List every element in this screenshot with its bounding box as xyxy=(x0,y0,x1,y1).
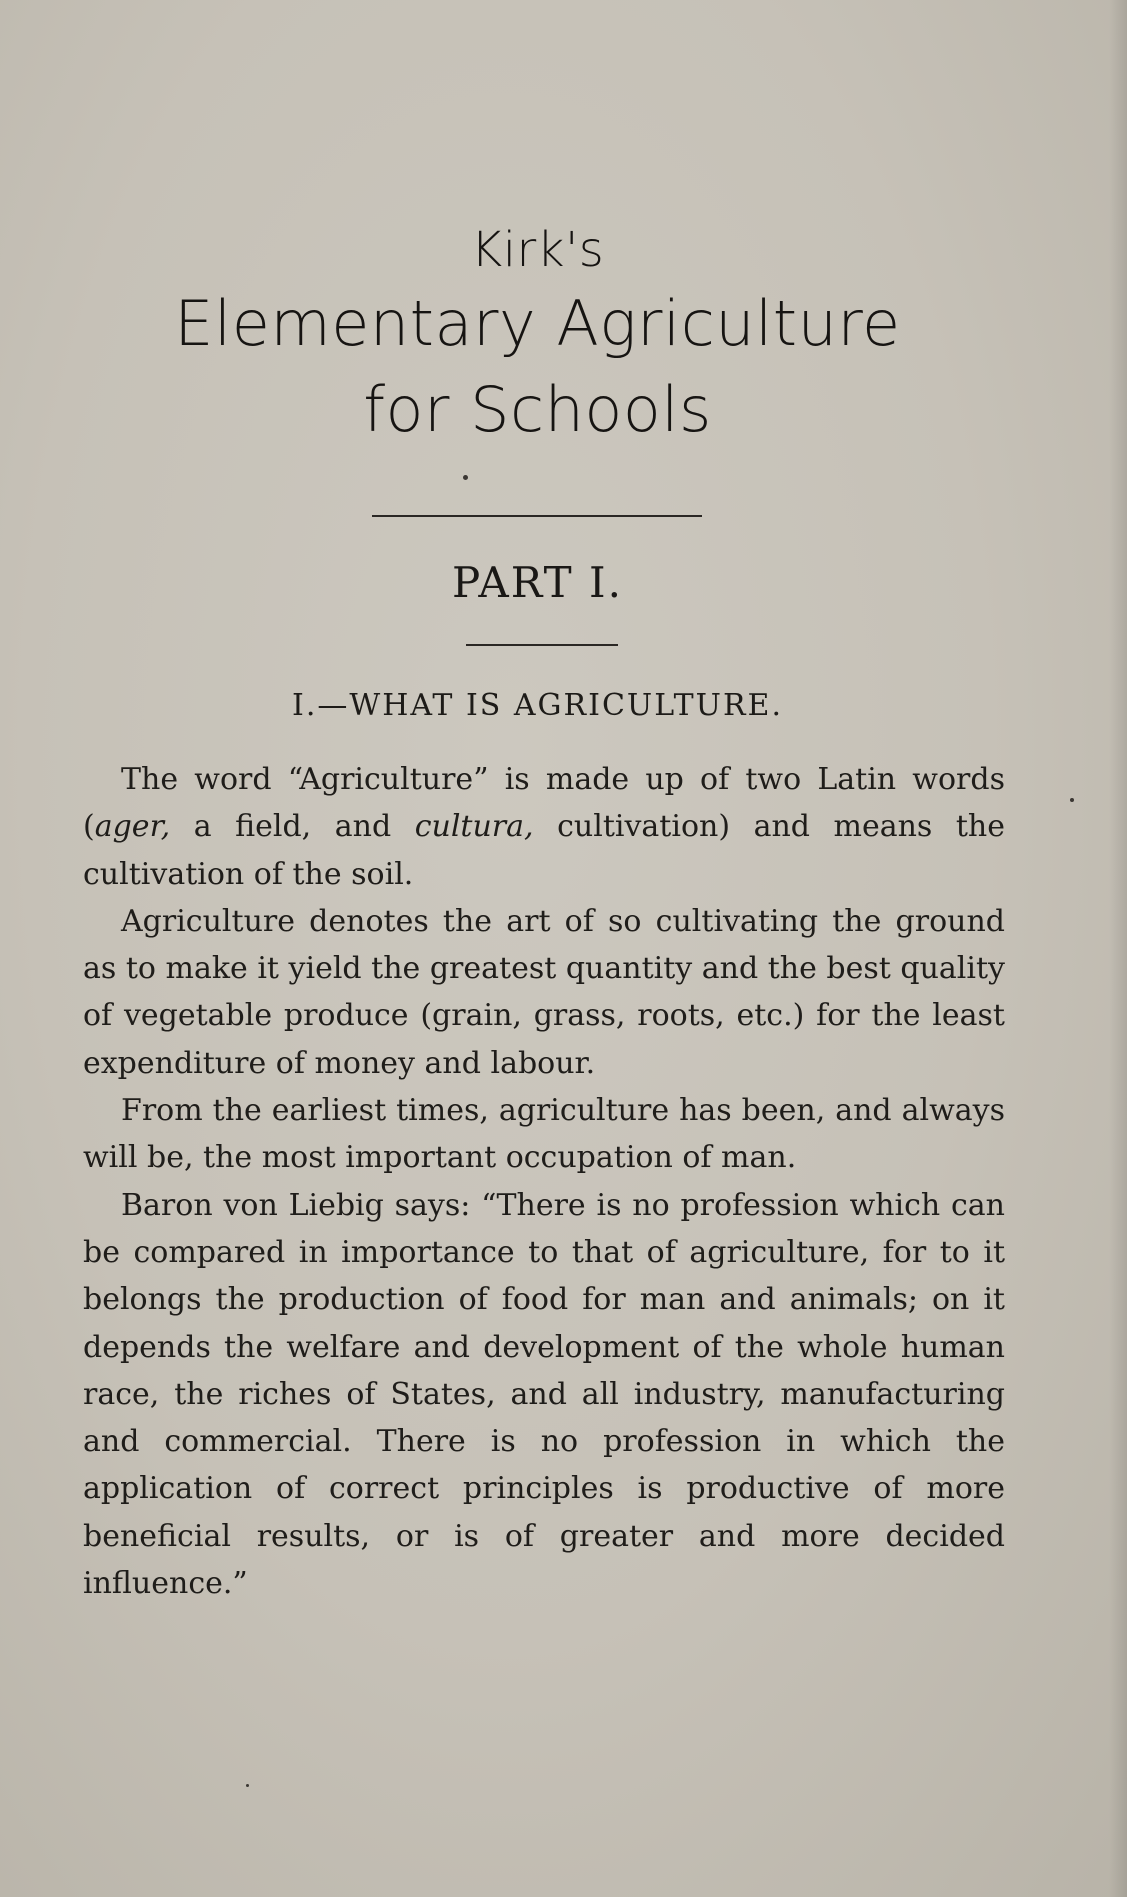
title-line-sub: for Schools xyxy=(363,373,712,446)
section-heading: I.—WHAT IS AGRICULTURE. xyxy=(292,688,783,723)
paragraph-liebig-quote: Baron von Liebig says: “There is no profession which can be compared in importance to that of agriculture, for to it belongs the production of food for man and animals; on it depends the welfare and development of the whole human race, the riches of States, and all industry, manufacturing and commercial. There is no profession in which the application of correct principles is productive of more beneficial results, or is of greater and more decided influence.” xyxy=(83,1187,1005,1602)
paragraph-history: From the earliest times, agriculture has been, and always will be, the most important occupation of man. xyxy=(83,1093,1005,1176)
title-divider xyxy=(372,515,702,517)
paragraph-text: cultivation) and means the cultivation of the soil. xyxy=(83,809,1005,892)
title-line-author: Kirk's xyxy=(470,222,605,278)
paragraph-text: a field, and xyxy=(170,809,415,845)
latin-word-ager: ager, xyxy=(94,809,171,845)
latin-word-cultura: cultura, xyxy=(414,809,534,845)
ink-speck xyxy=(1070,798,1074,802)
title-line-main: Elementary Agriculture xyxy=(174,287,901,360)
page-edge-shadow xyxy=(1109,0,1127,1897)
ink-speck xyxy=(463,475,468,480)
ink-speck xyxy=(246,1784,249,1787)
paragraph-latin-origin xyxy=(83,756,1005,898)
book-title xyxy=(0,222,1075,452)
body-text xyxy=(83,756,1005,1607)
paragraph-text: The word “Agriculture” is made up of two Latin words ( xyxy=(83,762,1005,845)
part-divider xyxy=(466,644,618,646)
part-heading: PART I. xyxy=(452,558,623,607)
paragraph-definition: Agriculture denotes the art of so cultivating the ground as to make it yield the greatest quantity and the best quality of vegetable produce (grain, grass, roots, etc.) for the least expenditure of money and labour. xyxy=(83,903,1005,1081)
